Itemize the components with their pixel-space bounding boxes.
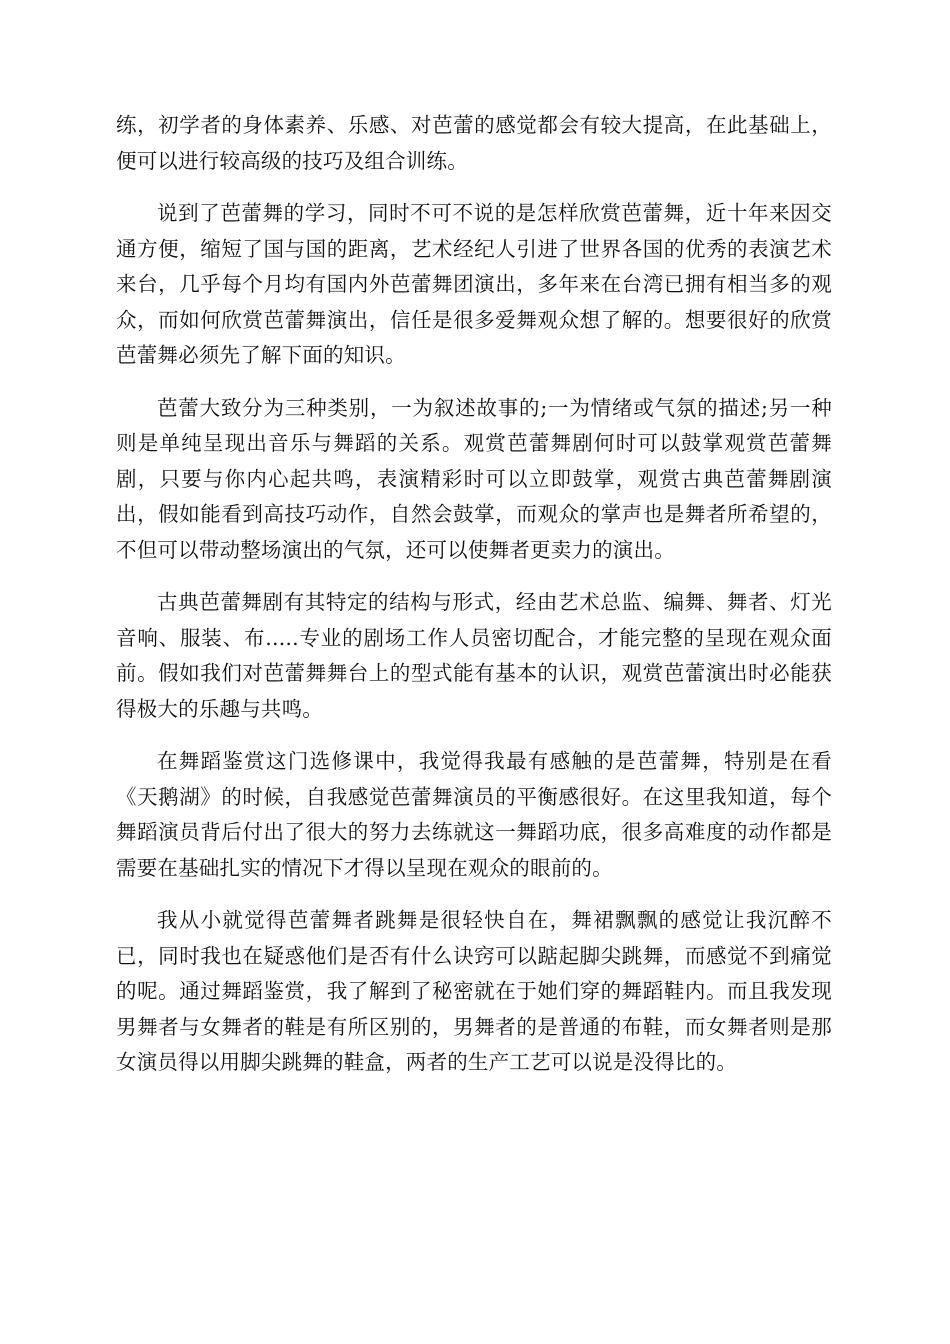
document-page: [116, 108, 832, 1098]
paragraph-ballet-shoes: 我从小就觉得芭蕾舞者跳舞是很轻快自在，舞裙飘飘的感觉让我沉醉不已，同时我也在疑惑他们是否有什么诀窍可以踮起脚尖跳舞，而感觉不到痛觉的呢。通过舞蹈鉴赏，我了解到了秘密就在于她们穿的舞蹈鞋内。而且我发现男舞者与女舞者的鞋是有所区别的，男舞者的是普通的布鞋，而女舞者则是那女演员得以用脚尖跳舞的鞋盒，两者的生产工艺可以说是没得比的。: [116, 908, 832, 1074]
paragraph-swan-lake: 在舞蹈鉴赏这门选修课中，我觉得我最有感触的是芭蕾舞，特别是在看《天鹅湖》的时候，自我感觉芭蕾舞演员的平衡感很好。在这里我知道，每个舞蹈演员背后付出了很大的努力去练就这一舞蹈功底，很多高难度的动作都是需要在基础扎实的情况下才得以呈现在观众的眼前的。: [116, 749, 832, 880]
paragraph-continued: 练，初学者的身体素养、乐感、对芭蕾的感觉都会有较大提高，在此基础上，便可以进行较高级的技巧及组合训练。: [116, 113, 832, 173]
paragraph-ballet-appreciation: 说到了芭蕾舞的学习，同时不可不说的是怎样欣赏芭蕾舞，近十年来因交通方便，缩短了国与国的距离，艺术经纪人引进了世界各国的优秀的表演艺术来台，几乎每个月均有国内外芭蕾舞团演出，多年来在台湾已拥有相当多的观众，而如何欣赏芭蕾舞演出，信任是很多爱舞观众想了解的。想要很好的欣赏芭蕾舞必须先了解下面的知识。: [116, 201, 832, 367]
paragraph-ballet-categories: 芭蕾大致分为三种类别，一为叙述故事的;一为情绪或气氛的描述;另一种则是单纯呈现出音乐与舞蹈的关系。观赏芭蕾舞剧何时可以鼓掌观赏芭蕾舞剧，只要与你内心起共鸣，表演精彩时可以立即鼓掌，观赏古典芭蕾舞剧演出，假如能看到高技巧动作，自然会鼓掌，而观众的掌声也是舞者所希望的，不但可以带动整场演出的气氛，还可以使舞者更卖力的演出。: [116, 395, 832, 562]
paragraph-classical-structure: 古典芭蕾舞剧有其特定的结构与形式，经由艺术总监、编舞、舞者、灯光音响、服装、布.....专业的剧场工作人员密切配合，才能完整的呈现在观众面前。假如我们对芭蕾舞舞台上的型式能有基本的认识，观赏芭蕾演出时必能获得极大的乐趣与共鸣。: [116, 590, 832, 721]
